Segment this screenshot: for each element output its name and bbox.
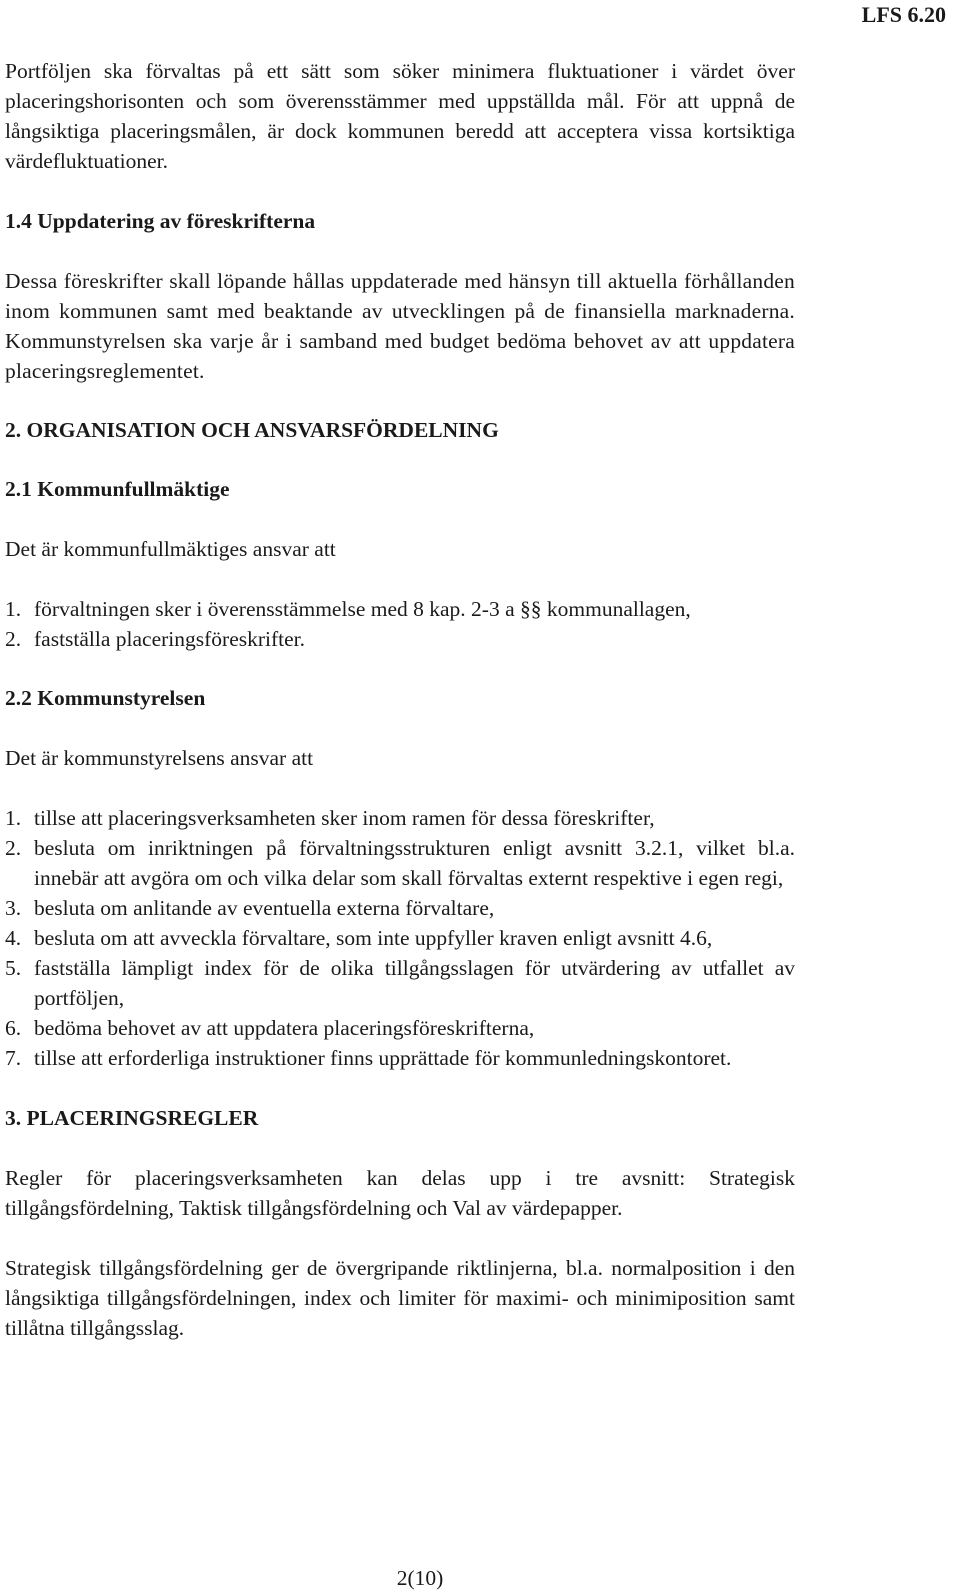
list-item: 7. tillse att erforderliga instruktioner finns upprättade för kommunledningskontoret. xyxy=(5,1046,732,1070)
list-item: 3. besluta om anlitande av eventuella externa förvaltare, xyxy=(5,896,495,920)
heading-3: 3. PLACERINGSREGLER xyxy=(5,1106,259,1130)
heading-1-4: 1.4 Uppdatering av föreskrifterna xyxy=(5,209,316,233)
section-2-1-intro: Det är kommunfullmäktiges ansvar att xyxy=(5,537,336,561)
section-3-paragraph-2: Strategisk tillgångsfördelning ger de övergripande riktlinjerna, bl.a. normalposition i den långsiktiga tillgångsfördelningen, index och limiter för maximi- och minimiposition samt tillåtna tillgångsslag. xyxy=(5,1256,795,1340)
heading-2: 2. ORGANISATION OCH ANSVARSFÖRDELNING xyxy=(5,418,499,442)
heading-2-1: 2.1 Kommunfullmäktige xyxy=(5,477,230,501)
heading-2-2: 2.2 Kommunstyrelsen xyxy=(5,686,206,710)
document-code: LFS 6.20 xyxy=(861,2,946,27)
list-item: 5. fastställa lämpligt index för de olika tillgångsslagen för utvärdering av utfallet av portföljen, xyxy=(5,956,795,1010)
list-2-1 xyxy=(5,594,795,654)
intro-paragraph: Portföljen ska förvaltas på ett sätt som söker minimera fluktuationer i värdet över placeringshorisonten och som överensstämmer med uppställda mål. För att uppnå de långsiktiga placeringsmålen, är dock kommunen beredd att acceptera vissa kortsiktiga värdefluktuationer. xyxy=(5,59,795,173)
list-item: 1. förvaltningen sker i överensstämmelse med 8 kap. 2-3 a §§ kommunallagen, xyxy=(5,597,691,621)
section-3-paragraph-1: Regler för placeringsverksamheten kan delas upp i tre avsnitt: Strategisk tillgångsfördelning, Taktisk tillgångsfördelning och Val av värdepapper. xyxy=(5,1166,795,1220)
list-2-2 xyxy=(5,803,795,1073)
paragraph-1-4: Dessa föreskrifter skall löpande hållas uppdaterade med hänsyn till aktuella förhållanden inom kommunen samt med beaktande av utvecklingen på de finansiella marknaderna. Kommunstyrelsen ska varje år i samband med budget bedöma behovet av att uppdatera placeringsreglementet. xyxy=(5,269,795,383)
list-item: 4. besluta om att avveckla förvaltare, som inte uppfyller kraven enligt avsnitt 4.6, xyxy=(5,926,713,950)
list-item: 2. besluta om inriktningen på förvaltningsstrukturen enligt avsnitt 3.2.1, vilket bl.a. innebär att avgöra om och vilka delar som skall förvaltas externt respektive i egen regi, xyxy=(5,836,795,890)
document-body xyxy=(5,56,795,1343)
list-item: 6. bedöma behovet av att uppdatera placeringsföreskrifterna, xyxy=(5,1016,535,1040)
list-item: 2. fastställa placeringsföreskrifter. xyxy=(5,627,306,651)
section-2-2-intro: Det är kommunstyrelsens ansvar att xyxy=(5,746,314,770)
page-number: 2(10) xyxy=(396,1566,444,1590)
list-item: 1. tillse att placeringsverksamheten sker inom ramen för dessa föreskrifter, xyxy=(5,806,655,830)
